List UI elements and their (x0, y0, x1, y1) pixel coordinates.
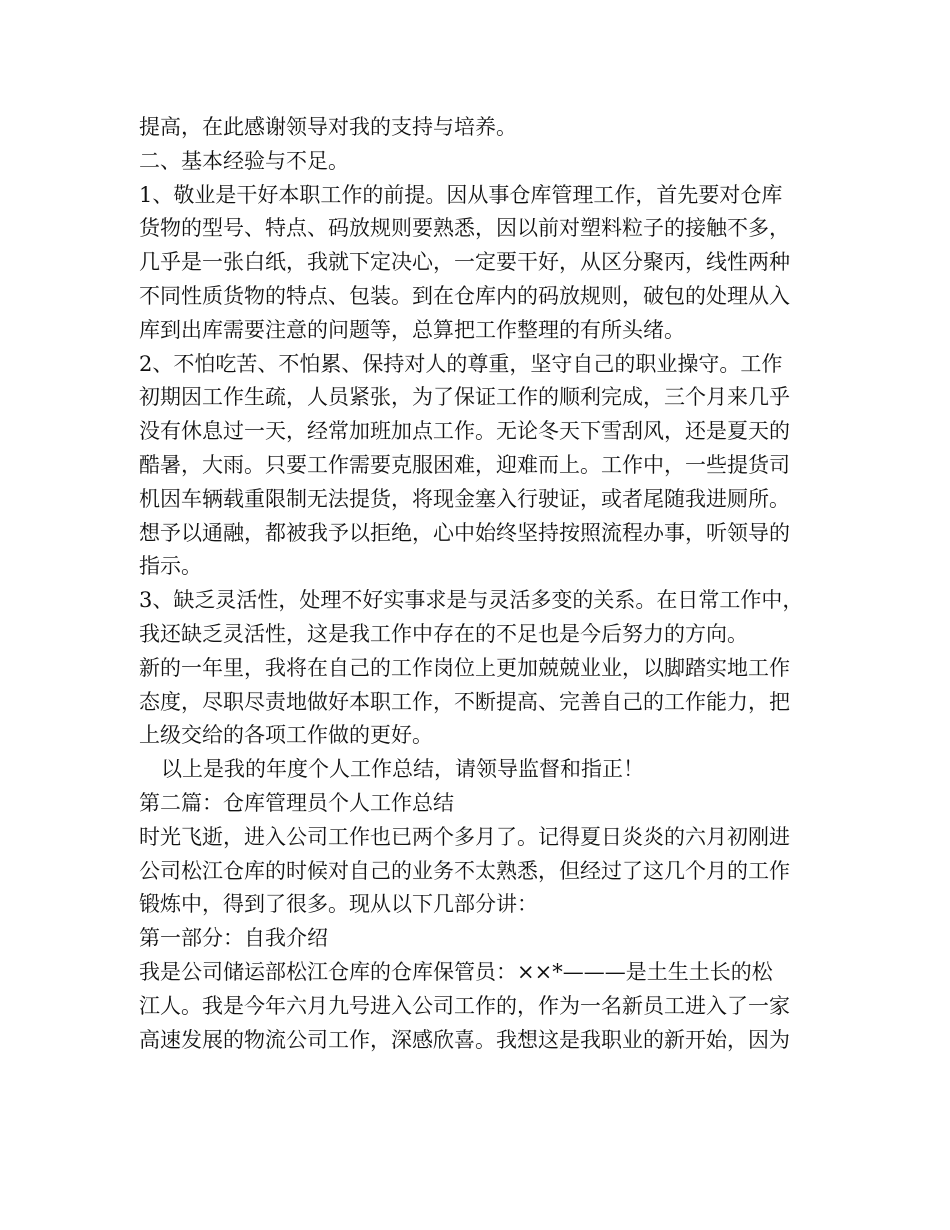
text-line: 时光飞逝，进入公司工作也已两个多月了。记得夏日炎炎的六月初刚进 (139, 824, 790, 849)
text-line: 我还缺乏灵活性，这是我工作中存在的不足也是今后努力的方向。 (139, 621, 748, 646)
text-line: 我是公司储运部松江仓库的仓库保管员：××*———是土生土长的松 (139, 959, 773, 984)
text-line: 机因车辆载重限制无法提货，将现金塞入行驶证，或者尾随我进厕所。 (139, 486, 790, 511)
text-line: 库到出库需要注意的问题等，总算把工作整理的有所头绪。 (139, 317, 685, 342)
text-line: 第一部分：自我介绍 (139, 926, 328, 951)
text-line: 想予以通融，都被我予以拒绝，心中始终坚持按照流程办事，听领导的 (139, 520, 790, 545)
text-line: 提高，在此感谢领导对我的支持与培养。 (139, 115, 517, 139)
text-line: 没有休息过一天，经常加班加点工作。无论冬天下雪刮风，还是夏天的 (139, 419, 790, 444)
text-line: 态度，尽职尽责地做好本职工作，不断提高、完善自己的工作能力，把 (139, 689, 790, 714)
text-line: 高速发展的物流公司工作，深感欣喜。我想这是我职业的新开始，因为 (139, 1027, 790, 1052)
text-line: 2、不怕吃苦、不怕累、保持对人的尊重，坚守自己的职业操守。工作 (139, 351, 783, 376)
text-line: 江人。我是今年六月九号进入公司工作的，作为一名新员工进入了一家 (139, 993, 790, 1018)
text-line: 指示。 (139, 554, 202, 579)
text-line: 新的一年里，我将在自己的工作岗位上更加兢兢业业，以脚踏实地工作 (139, 655, 790, 680)
text-line: 公司松江仓库的时候对自己的业务不太熟悉，但经过了这几个月的工作 (139, 858, 790, 883)
text-line: 3、缺乏灵活性，处理不好实事求是与灵活多变的关系。在日常工作中， (139, 588, 804, 613)
text-line: 锻炼中，得到了很多。现从以下几部分讲： (139, 892, 538, 917)
text-line: 第二篇：仓库管理员个人工作总结 (139, 790, 454, 815)
text-line: 上级交给的各项工作做的更好。 (139, 723, 433, 748)
text-line: 以上是我的年度个人工作总结，请领导监督和指正！ (161, 757, 644, 782)
text-line: 1、敬业是干好本职工作的前提。因从事仓库管理工作，首先要对仓库 (139, 182, 783, 207)
text-line: 货物的型号、特点、码放规则要熟悉，因以前对塑料粒子的接触不多， (139, 216, 790, 241)
text-line: 酷暑，大雨。只要工作需要克服困难，迎难而上。工作中，一些提货司 (139, 452, 790, 477)
document-body (139, 111, 829, 1057)
text-line: 几乎是一张白纸，我就下定决心，一定要干好，从区分聚丙，线性两种 (139, 250, 790, 275)
text-line: 二、基本经验与不足。 (139, 148, 349, 173)
text-line: 不同性质货物的特点、包装。到在仓库内的码放规则，破包的处理从入 (139, 283, 790, 308)
text-line: 初期因工作生疏，人员紧张，为了保证工作的顺利完成，三个月来几乎 (139, 385, 790, 410)
